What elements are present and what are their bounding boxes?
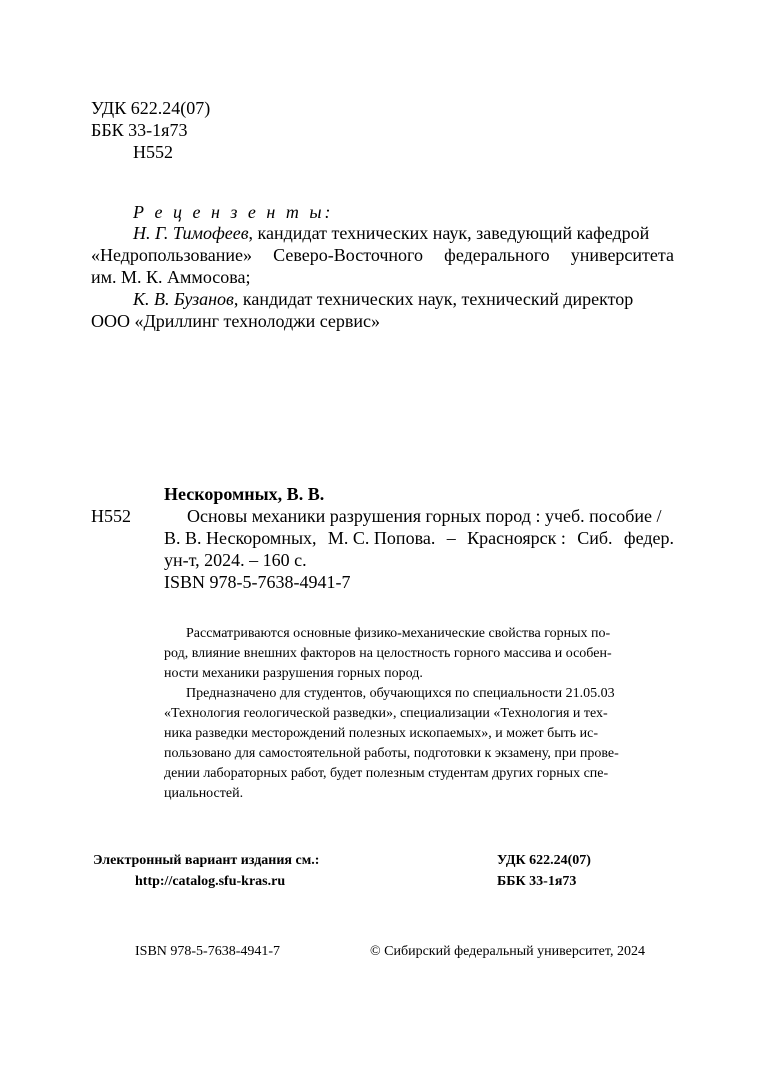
reviewer-2-name: К. В. Бузанов [133, 289, 234, 309]
bib-word: Красноярск : [467, 528, 566, 548]
reviewer-2-line-2: ООО «Дриллинг технолоджи сервис» [91, 311, 381, 331]
catalog-url: http://catalog.sfu-kras.ru [135, 874, 286, 889]
bib-word: – [446, 528, 456, 548]
abstract-p1-line-1 [186, 624, 674, 644]
abstract-p2-line-6: циальностей. [164, 786, 244, 801]
bib-word: федер. [623, 528, 674, 548]
abstract-p1-line-3: ности механики разрушения горных пород. [164, 666, 423, 681]
bbk-line: ББК 33-1я73 [91, 120, 188, 140]
footer-udk: УДК 622.24(07) [497, 853, 591, 868]
abstract-text: Рассматриваются основные физико-механические свойства горных по- [186, 626, 611, 641]
reviewer-1-dept: «Недропользование» [91, 245, 253, 265]
bib-word: М. С. Попова. [327, 528, 436, 548]
reviewer-1-title: , кандидат технических наук, заведующий кафедрой [248, 223, 650, 243]
reviewer-1-word: федерального [444, 245, 550, 265]
footer-isbn: ISBN 978-5-7638-4941-7 [135, 944, 281, 959]
electronic-edition-label: Электронный вариант издания см.: [93, 853, 320, 868]
author-code: Н552 [133, 142, 173, 162]
reviewer-1-word: университета [570, 245, 674, 265]
bib-isbn: ISBN 978-5-7638-4941-7 [164, 572, 351, 592]
footer-bbk: ББК 33-1я73 [497, 874, 577, 889]
udk-line: УДК 622.24(07) [91, 98, 211, 118]
reviewer-1-line-3: им. М. К. Аммосова; [91, 267, 251, 287]
abstract-p2-line-3: ника разведки месторождений полезных ископаемых», и может быть ис- [164, 726, 599, 741]
bib-line-3: ун-т, 2024. – 160 с. [164, 550, 307, 570]
reviewer-2-line-1 [133, 288, 633, 310]
abstract-p2-line-5: дении лабораторных работ, будет полезным студентам других горных спе- [164, 766, 609, 781]
reviewer-1-name: Н. Г. Тимофеев [133, 223, 249, 243]
bib-code: Н552 [91, 506, 131, 526]
bib-word: Сиб. [577, 528, 613, 548]
bib-author: Нескоромных, В. В. [164, 484, 325, 504]
abstract-p2-line-4: пользовано для самостоятельной работы, подготовки к экзамену, при прове- [164, 746, 619, 761]
bib-title-line: Основы механики разрушения горных пород : учеб. пособие / [187, 506, 662, 526]
abstract-p1-line-2: род, влияние внешних факторов на целостность горного массива и особен- [164, 646, 612, 661]
copyright: © Сибирский федеральный университет, 2024 [370, 944, 645, 959]
bib-word: В. В. Нескоромных, [164, 528, 317, 548]
reviewer-1-line-1 [133, 222, 649, 244]
reviewer-1-word: Северо-Восточного [273, 245, 423, 265]
reviewer-2-title: , кандидат технических наук, технический директор [233, 289, 634, 309]
reviewer-1-line-2 [91, 244, 674, 266]
abstract-p2-line-1: Предназначено для студентов, обучающихся по специальности 21.05.03 [186, 686, 615, 701]
bib-line-2 [164, 527, 674, 549]
abstract-p2-line-2: «Технология геологической разведки», специализации «Технология и тех- [164, 706, 608, 721]
reviewers-heading: Р е ц е н з е н т ы: [133, 202, 334, 222]
